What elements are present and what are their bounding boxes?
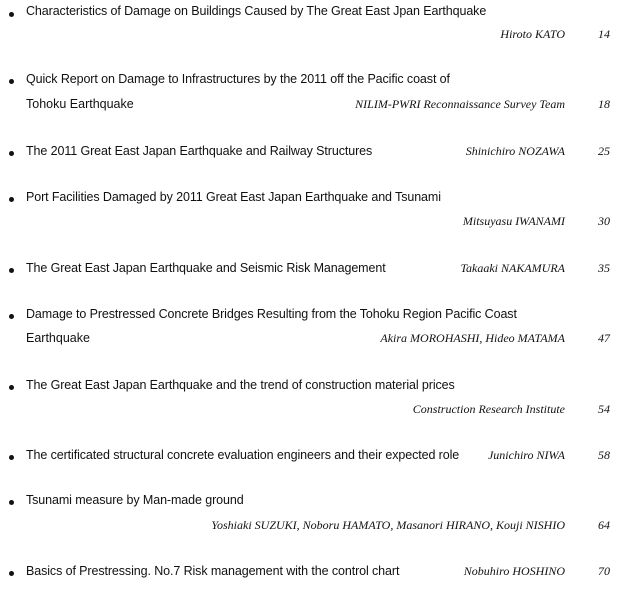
entry-title-continued[interactable]: Tohoku Earthquake xyxy=(26,97,134,111)
entry-title[interactable]: Damage to Prestressed Concrete Bridges Resulting from the Tohoku Region Pacific Coast xyxy=(26,307,517,321)
bullet-icon xyxy=(9,268,14,273)
entry-author: Akira MOROHASHI, Hideo MATAMA xyxy=(380,331,565,345)
entry-page: 58 xyxy=(598,448,610,462)
entry-author: Construction Research Institute xyxy=(412,402,565,416)
entry-page: 64 xyxy=(598,518,610,532)
bullet-icon xyxy=(9,385,14,390)
entry-title[interactable]: Port Facilities Damaged by 2011 Great East Japan Earthquake and Tsunami xyxy=(26,190,441,204)
entry-page: 14 xyxy=(598,27,610,41)
bullet-icon xyxy=(9,12,14,17)
entry-title[interactable]: Basics of Prestressing. No.7 Risk management with the control chart xyxy=(26,564,400,578)
entry-page: 30 xyxy=(598,214,610,228)
entry-title[interactable]: The certificated structural concrete evaluation engineers and their expected role xyxy=(26,448,460,462)
entry-title[interactable]: The Great East Japan Earthquake and Seismic Risk Management xyxy=(26,261,386,275)
bullet-icon xyxy=(9,314,14,319)
entry-page: 35 xyxy=(598,261,610,275)
entry-title[interactable]: The 2011 Great East Japan Earthquake and Railway Structures xyxy=(26,144,373,158)
bullet-icon xyxy=(9,455,14,460)
bullet-icon xyxy=(9,151,14,156)
entry-title[interactable]: Characteristics of Damage on Buildings Caused by The Great East Jpan Earthquake xyxy=(26,4,487,18)
bullet-icon xyxy=(9,79,14,84)
entry-page: 25 xyxy=(598,144,610,158)
entry-author: NILIM-PWRI Reconnaissance Survey Team xyxy=(355,97,565,111)
entry-title[interactable]: The Great East Japan Earthquake and the trend of construction material prices xyxy=(26,378,455,392)
entry-title[interactable]: Tsunami measure by Man-made ground xyxy=(26,493,244,507)
entry-author: Junichiro NIWA xyxy=(487,448,565,462)
entry-page: 54 xyxy=(598,402,610,416)
entry-title-continued[interactable]: Earthquake xyxy=(26,331,90,345)
entry-page: 70 xyxy=(598,564,610,578)
entry-author: Takaaki NAKAMURA xyxy=(460,261,565,275)
entry-title[interactable]: Quick Report on Damage to Infrastructures by the 2011 off the Pacific coast of xyxy=(26,72,450,86)
entry-author: Mitsuyasu IWANAMI xyxy=(462,214,565,228)
entry-author: Shinichiro NOZAWA xyxy=(465,144,565,158)
bullet-icon xyxy=(9,197,14,202)
bullet-icon xyxy=(9,500,14,505)
entry-author: Nobuhiro HOSHINO xyxy=(463,564,565,578)
entry-author: Hiroto KATO xyxy=(500,27,565,41)
bullet-icon xyxy=(9,571,14,576)
entry-author: Yoshiaki SUZUKI, Noboru HAMATO, Masanori HIRANO, Kouji NISHIO xyxy=(211,518,565,532)
entry-page: 18 xyxy=(598,97,610,111)
entry-page: 47 xyxy=(598,331,610,345)
